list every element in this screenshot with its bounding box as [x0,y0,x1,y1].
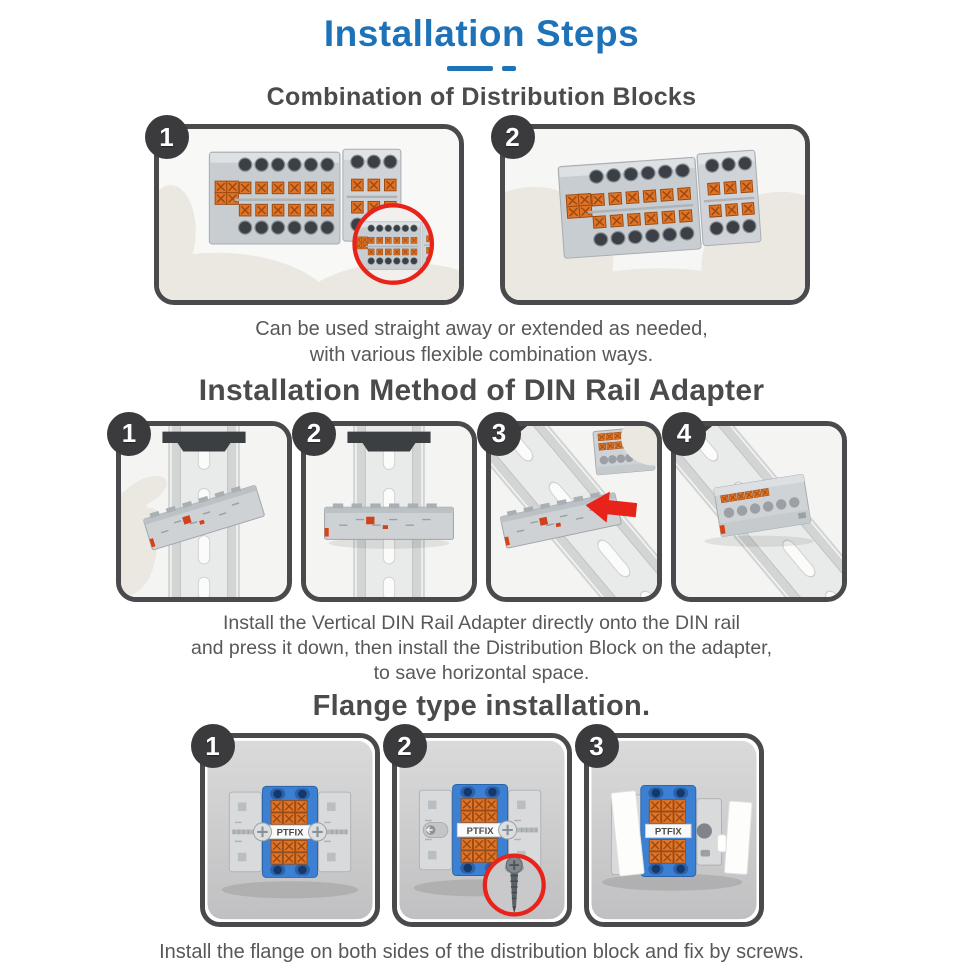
section-flange [0,690,963,963]
flange-with-screws-illustration [205,738,375,922]
section-combination [0,83,963,369]
step-number-badge: 2 [292,412,336,456]
screw-highlight-illustration [397,738,567,922]
din-step-3 [486,418,662,602]
step-number-badge: 1 [107,412,151,456]
rail-adapter-tilt-illustration [121,426,287,597]
din-step-2 [301,418,477,602]
combination-step-2-photo [500,124,810,305]
section-flange-heading: Flange type installation. [312,689,651,722]
step-number-badge: 2 [383,724,427,768]
underline-short-dash [502,66,516,71]
caption-line: Install the Vertical DIN Rail Adapter directly onto the DIN rail [223,611,740,634]
flange-step-1 [200,730,380,927]
caption-line: Can be used straight away or extended as needed, [255,318,708,341]
section-din-rail-heading: Installation Method of DIN Rail Adapter [198,374,765,408]
svg-text:PTFIX: PTFIX [466,826,494,838]
flange-step-2 [392,730,572,927]
step-number-badge: 1 [145,115,189,159]
din-step-4 [671,418,847,602]
step-number-badge: 3 [575,724,619,768]
step-number-badge: 2 [491,115,535,159]
combination-step-1 [154,121,464,305]
blocks-in-hand-illustration [159,129,459,300]
ptfix-label [457,824,503,837]
combination-caption [0,316,963,368]
caption-line: and press it down, then install the Distribution Block on the adapter, [190,636,772,659]
page-title: Installation Steps [323,13,640,54]
step-number-badge: 1 [191,724,235,768]
ptfix-label [645,825,691,838]
combination-step-2 [500,121,810,305]
right-white-flange [724,801,752,874]
svg-text:PTFIX: PTFIX [654,827,682,839]
combination-photo-row [0,121,963,305]
din-rail-photo-row [0,418,963,602]
rail-adapter-seated-illustration [306,426,472,597]
block-mounted-on-rail-illustration [676,426,842,597]
flange-photo-row [0,730,963,927]
section-combination-heading: Combination of Distribution Blocks [266,82,697,111]
din-rail-caption [0,611,963,686]
step-number-badge: 3 [477,412,521,456]
ptfix-label [267,826,313,839]
combined-blocks-illustration [505,129,805,300]
caption-line: with various flexible combination ways. [309,344,654,367]
flange-step-3 [584,730,764,927]
section-din-rail [0,374,963,686]
slide-block-onto-adapter-illustration [491,426,657,597]
white-flanges-illustration [589,738,759,922]
combination-step-1-photo [154,124,464,305]
step-number-badge: 4 [662,412,706,456]
svg-text:PTFIX: PTFIX [276,827,303,839]
flange-caption [0,939,963,963]
caption-line: Install the flange on both sides of the distribution block and fix by screws. [159,941,804,963]
din-step-1 [116,418,292,602]
underline-long-dash [447,66,493,71]
title-underline [0,66,963,71]
caption-line: to save horizontal space. [373,661,590,684]
